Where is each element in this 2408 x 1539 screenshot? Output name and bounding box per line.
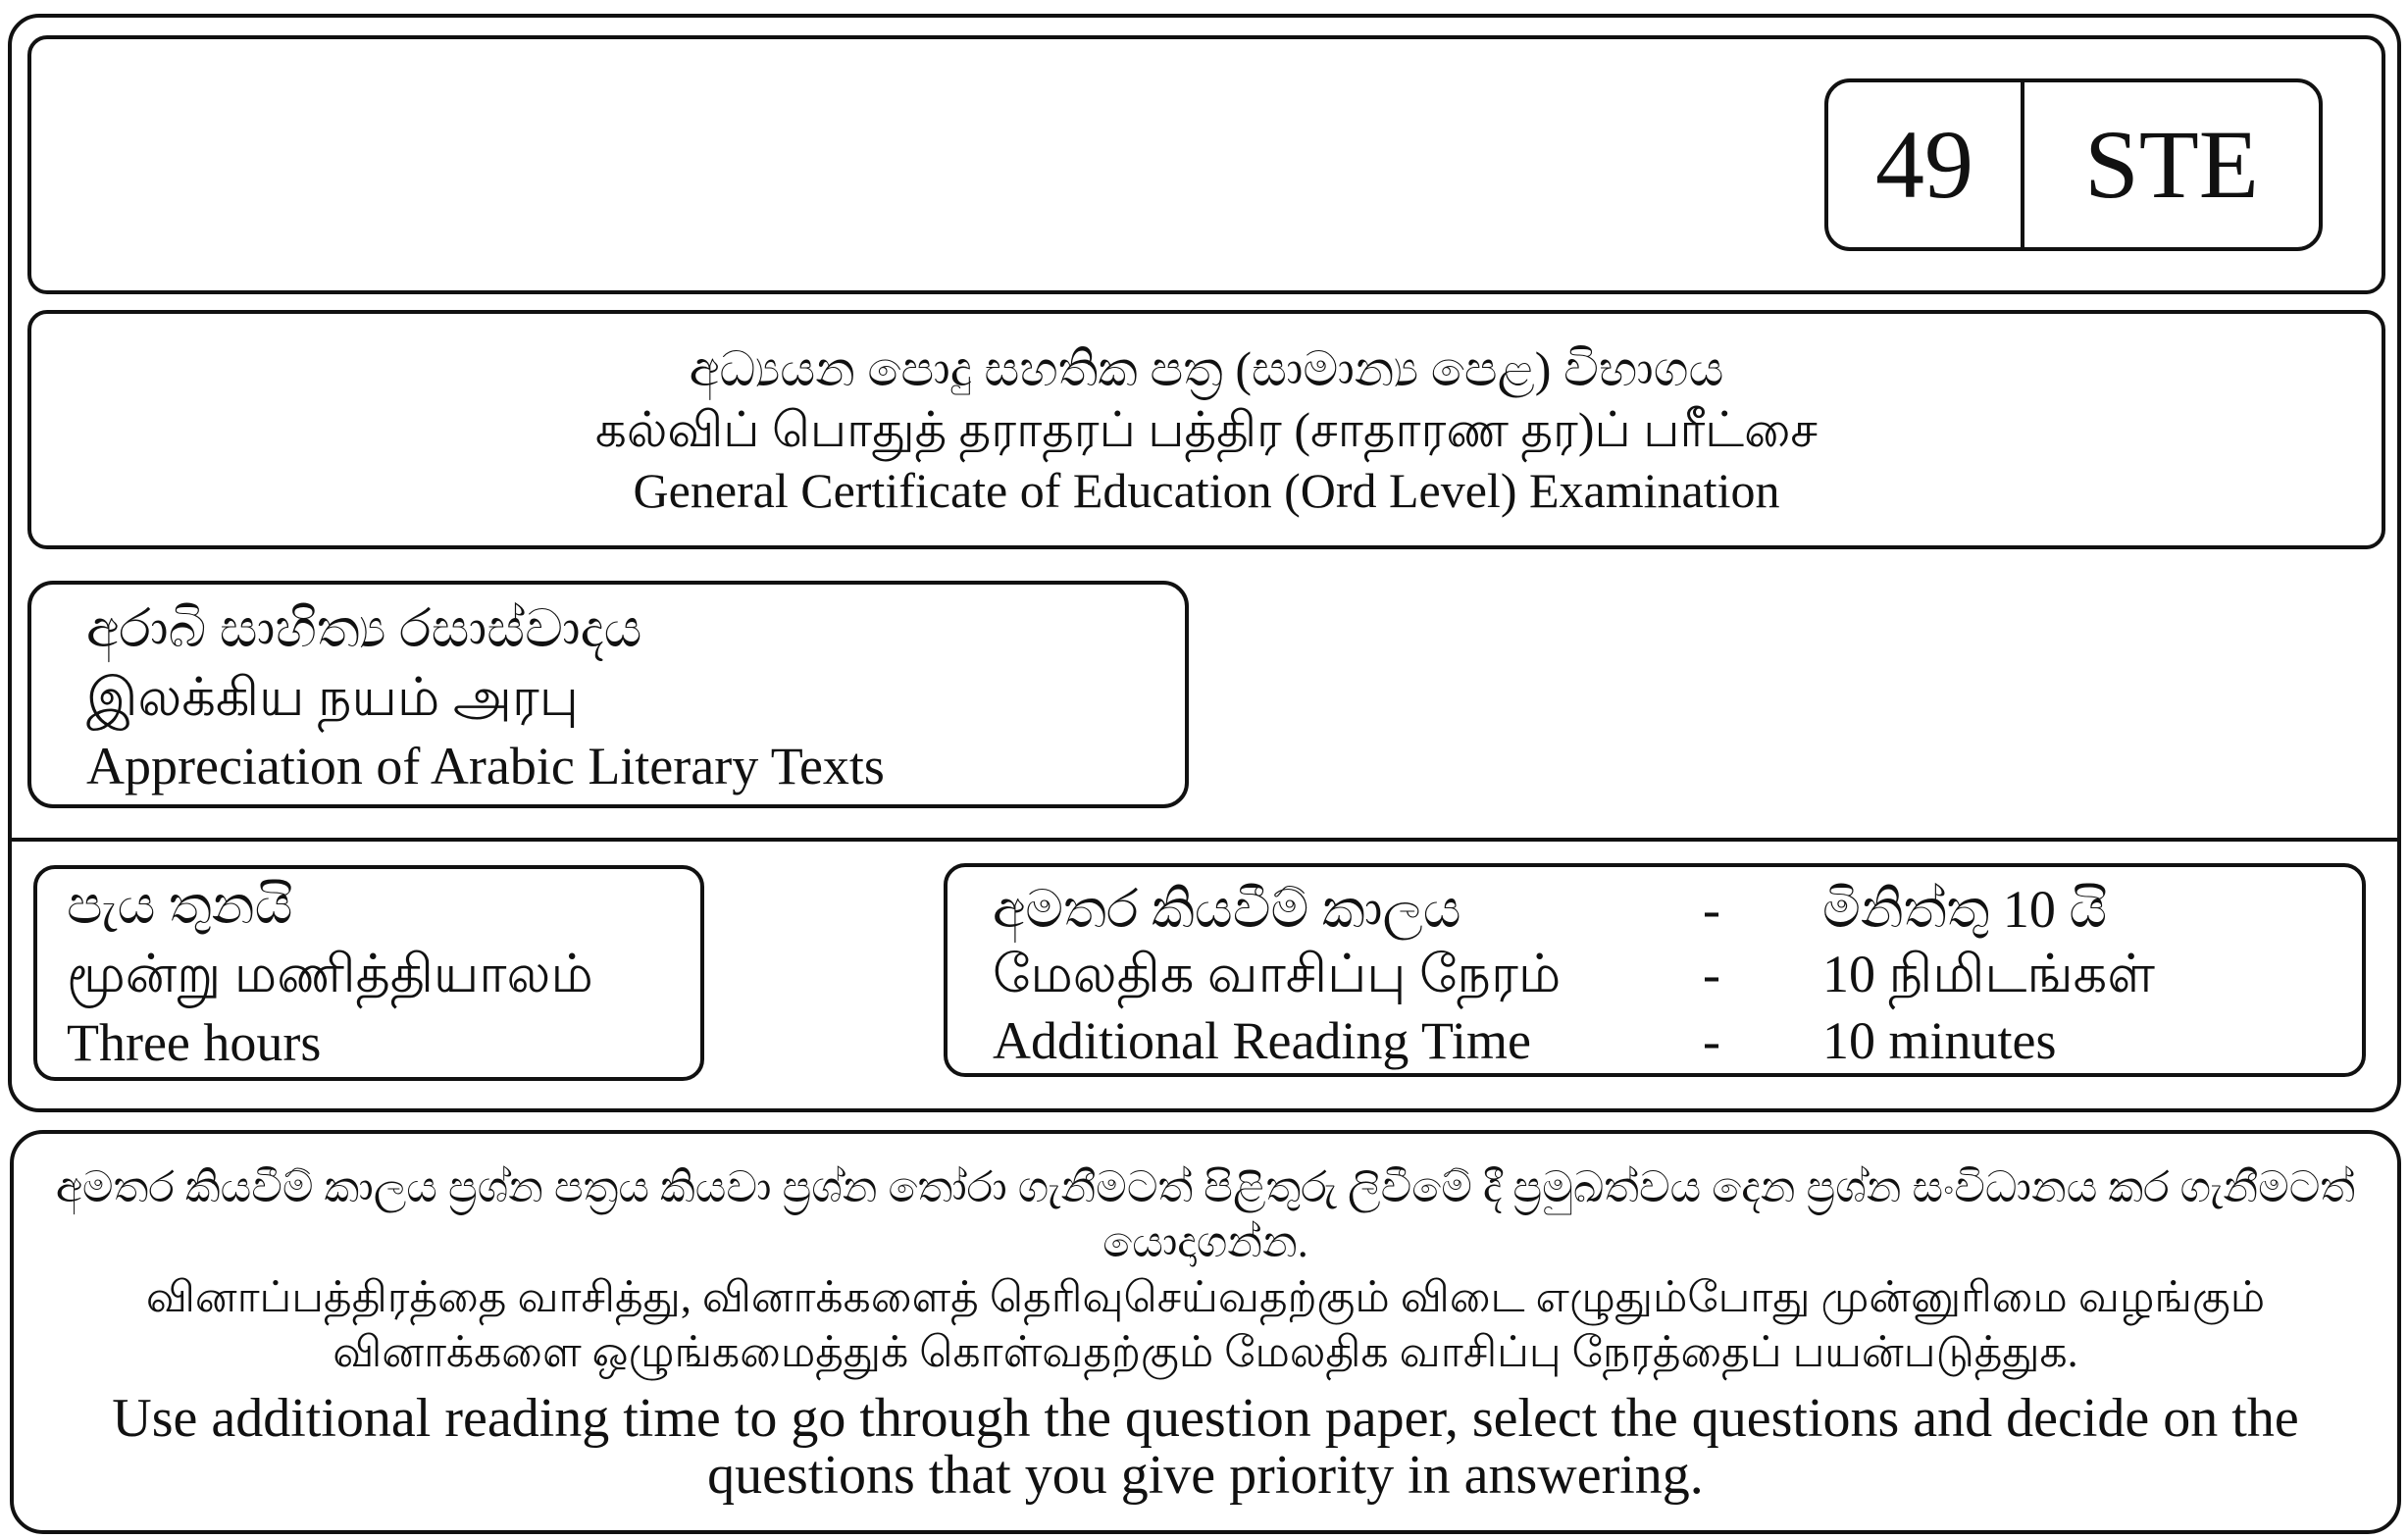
paper-number: 49	[1828, 82, 2024, 247]
subject-tamil: இலக்கிய நயம் அரபு	[86, 668, 579, 727]
exam-title-english: General Certificate of Education (Ord Level) Examination	[633, 463, 1780, 518]
duration-tamil: மூன்று மணித்தியாலம்	[67, 945, 593, 1003]
instructions-english: Use additional reading time to go through the question paper, select the questions and decide on the questions that you give priority in answering.	[112, 1388, 2299, 1506]
subject-code: STE	[2084, 110, 2259, 219]
reading-time-label-sinhala: අමතර කියවීම් කාලය	[993, 880, 1461, 939]
subject-sinhala: අරාබි සාහිත්‍ය රසාස්වාදය	[86, 599, 642, 658]
instructions-tamil: வினாப்பத்திரத்தை வாசித்து, வினாக்களைத் தெரிவுசெய்வதற்கும் விடை எழுதும்போது முன்னுரிமை வழங்கும் வினாக்களை ஒழுங்கமைத்துக் கொள்வதற்கும் மேலதிக வாசிப்பு நேரத்தைப் பயன்படுத்துக.	[145, 1273, 2266, 1376]
section-divider	[8, 838, 2401, 842]
reading-time-value-sinhala: මිනිත්තු 10 යි	[1822, 880, 2108, 939]
reading-time-label-english: Additional Reading Time	[993, 1011, 1532, 1070]
subject-panel	[27, 581, 1189, 808]
exam-title-panel	[27, 310, 2385, 549]
exam-title-sinhala: අධ්‍යයන පොදු සහතික පත්‍ර (සාමාන්‍ය පෙළ) විභාගය	[689, 341, 1724, 396]
reading-time-label-tamil: மேலதிக வாசிப்பு நேரம்	[993, 945, 1562, 1003]
reading-time-value-tamil: 10 நிமிடங்கள்	[1822, 945, 2155, 1003]
reading-time-panel	[944, 863, 2366, 1077]
instructions-panel	[10, 1130, 2401, 1534]
subject-english: Appreciation of Arabic Literary Texts	[86, 737, 885, 795]
duration-english: Three hours	[67, 1013, 322, 1072]
reading-time-value-english: 10 minutes	[1822, 1011, 2057, 1070]
reading-time-dash: -	[1703, 945, 1720, 1003]
reading-time-dash: -	[1703, 880, 1720, 939]
duration-sinhala: පැය තුනයි	[67, 876, 293, 935]
duration-panel	[33, 865, 704, 1081]
reading-time-dash: -	[1703, 1011, 1720, 1070]
exam-title-tamil: கல்விப் பொதுத் தராதரப் பத்திர (சாதாரண தர)ப் பரீட்சை	[594, 402, 1819, 457]
instructions-sinhala: අමතර කියවීම් කාලය ප්‍රශ්න පත්‍රය කියවා ප්‍රශ්න තෝරා ගැනීමටත් පිළිතුරු ලිවීමේ දී ප්‍රමුඛත්වය දෙන ප්‍රශ්න සංවිධානය කර ගැනීමටත් යොදාගන්න.	[55, 1163, 2356, 1266]
paper-code-box	[1824, 78, 2323, 251]
